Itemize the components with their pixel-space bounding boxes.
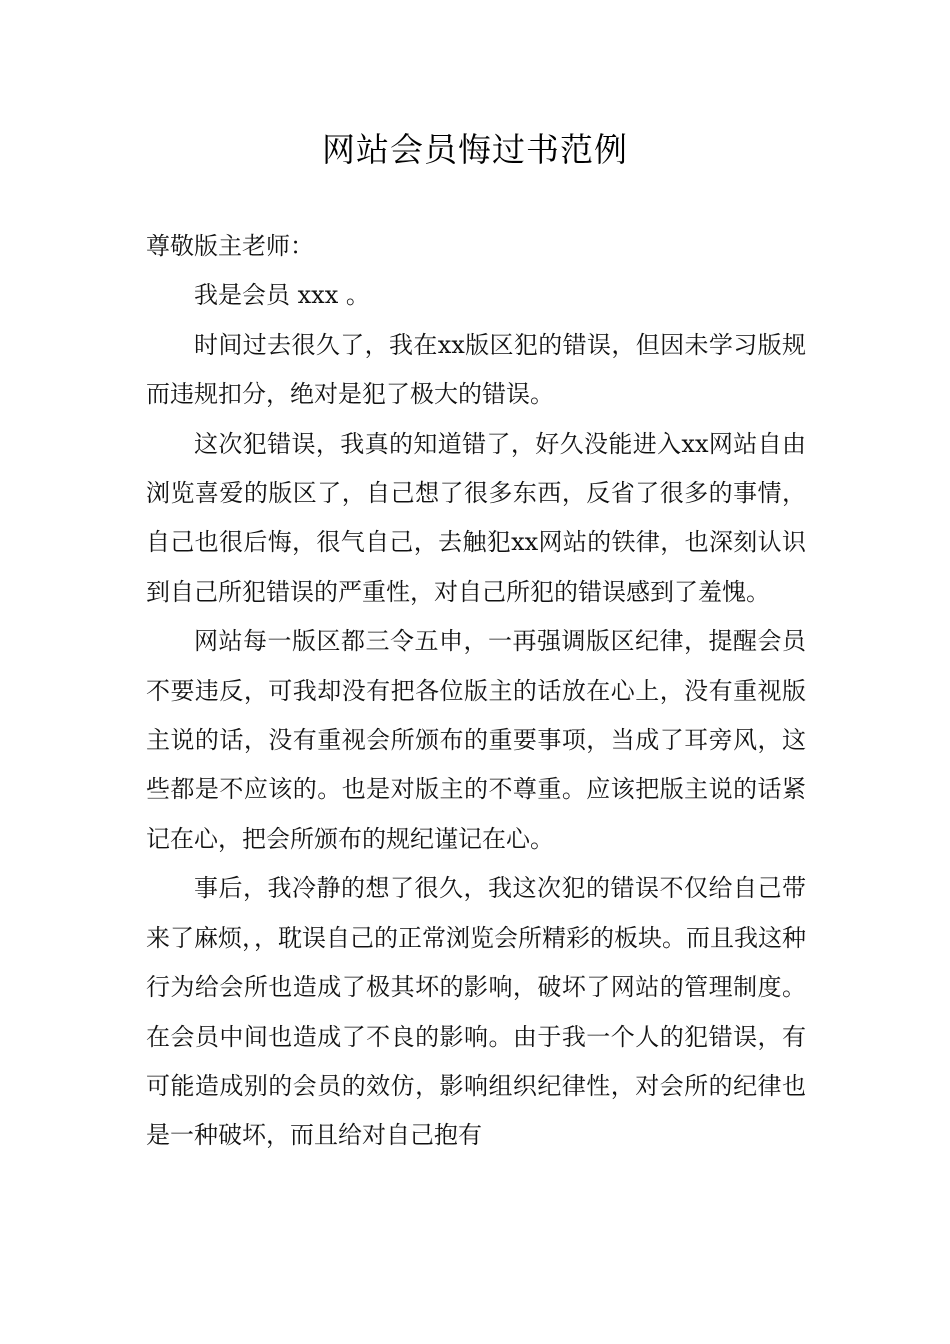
paragraph-consequences: 事后，我冷静的想了很久，我这次犯的错误不仅给自己带来了麻烦，，耽误自己的正常浏览会所精彩的板块。而且我这种行为给会所也造成了极其坏的影响，破坏了网站的管理制度。在会员中间也造成了不良的影响。由于我一个人的犯错误，有可能造成别的会员的效仿，影响组织纪律性，对会所的纪律也是一种破坏，而且给对自己抱有	[146, 874, 806, 1150]
salutation: 尊敬版主老师：	[146, 232, 314, 260]
document-title: 网站会员悔过书范例	[322, 130, 628, 169]
paragraph-violation: 时间过去很久了，我在xx版区犯的错误，但因未学习版规而违规扣分，绝对是犯了极大的错误。	[146, 330, 806, 409]
document-body	[146, 222, 806, 1161]
paragraph-rules: 网站每一版区都三令五申，一再强调版区纪律，提醒会员不要违反，可我却没有把各位版主的话放在心上，没有重视版主说的话，没有重视会所颁布的重要事项，当成了耳旁风，这些都是不应该的。也是对版主的不尊重。应该把版主说的话紧记在心，把会所颁布的规纪谨记在心。	[146, 627, 806, 853]
paragraph-reflection: 这次犯错误，我真的知道错了，好久没能进入xx网站自由浏览喜爱的版区了，自己想了很多东西，反省了很多的事情，自己也很后悔，很气自己，去触犯xx网站的铁律，也深刻认识到自己所犯错误的严重性，对自己所犯的错误感到了羞愧。	[146, 429, 806, 606]
paragraph-member-id: 我是会员 xxx 。	[194, 281, 370, 310]
